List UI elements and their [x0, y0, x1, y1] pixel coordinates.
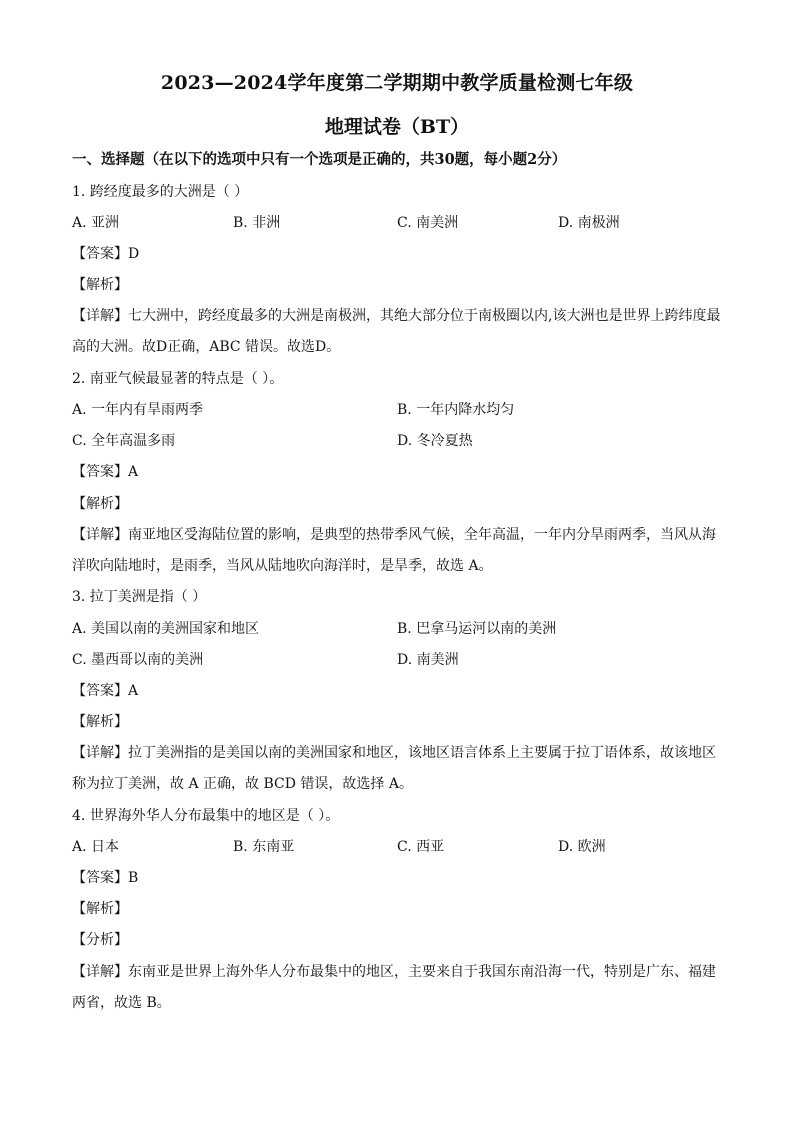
- option-c: C. 全年高温多雨: [72, 433, 176, 449]
- option-d: D. 冬冷夏热: [397, 433, 473, 449]
- option-a: A. 美国以南的美洲国家和地区: [72, 621, 260, 637]
- option-b: B. 巴拿马运河以南的美洲: [397, 621, 557, 637]
- option-a: A. 日本: [72, 839, 120, 855]
- detail-text: 【详解】七大洲中，跨经度最多的大洲是南极洲，其绝大部分位于南极圈以内,该大洲也是世界上跨纬度最: [72, 308, 721, 324]
- analysis-label: 【解析】: [72, 277, 128, 293]
- detail-text: 【详解】东南亚是世界上海外华人分布最集中的地区，主要来自于我国东南沿海一代，特别是广东、福建: [72, 964, 716, 980]
- detail-text: 【详解】拉丁美洲指的是美国以南的美洲国家和地区，该地区语言体系上主要属于拉丁语体系，故该地区: [72, 745, 716, 761]
- detail-text: 两省，故选 B。: [72, 995, 171, 1011]
- option-b: B. 东南亚: [233, 839, 295, 855]
- answer-label: 【答案】D: [72, 246, 140, 262]
- exam-title: 2023—2024学年度第二学期期中教学质量检测七年级: [160, 72, 634, 94]
- detail-text: 高的大洲。故D正确，ABC 错误。故选D。: [72, 339, 341, 355]
- answer-label: 【答案】A: [72, 464, 139, 480]
- option-d: D. 欧洲: [558, 839, 606, 855]
- question-stem: 2. 南亚气候最显著的特点是（ ）。: [72, 371, 284, 387]
- question-stem: 4. 世界海外华人分布最集中的地区是（ ）。: [72, 808, 340, 824]
- detail-text: 称为拉丁美洲，故 A 正确，故 BCD 错误，故选择 A。: [72, 776, 413, 792]
- analysis-label: 【解析】: [72, 901, 128, 917]
- detail-text: 洋吹向陆地时，是雨季，当风从陆地吹向海洋时，是旱季，故选 A。: [72, 558, 493, 574]
- option-c: C. 南美洲: [397, 215, 459, 231]
- answer-label: 【答案】B: [72, 870, 139, 886]
- option-c: C. 墨西哥以南的美洲: [72, 652, 204, 668]
- exam-subtitle: 地理试卷（BT）: [324, 116, 470, 138]
- option-d: D. 南美洲: [397, 652, 459, 668]
- question-stem: 3. 拉丁美洲是指（ ）: [72, 589, 207, 605]
- option-a: A. 亚洲: [72, 215, 120, 231]
- analysis-label: 【解析】: [72, 714, 128, 730]
- detail-text: 【详解】南亚地区受海陆位置的影响，是典型的热带季风气候，全年高温，一年内分旱雨两季，当风从海: [72, 527, 716, 543]
- option-c: C. 西亚: [397, 839, 445, 855]
- answer-label: 【答案】A: [72, 683, 139, 699]
- section-heading: 一、选择题（在以下的选项中只有一个选项是正确的，共30题，每小题2分）: [72, 151, 567, 168]
- fenxi-label: 【分析】: [72, 932, 128, 948]
- option-b: B. 一年内降水均匀: [397, 402, 515, 418]
- analysis-label: 【解析】: [72, 496, 128, 512]
- option-a: A. 一年内有旱雨两季: [72, 402, 204, 418]
- question-stem: 1. 跨经度最多的大洲是（ ）: [72, 184, 249, 200]
- option-d: D. 南极洲: [558, 215, 620, 231]
- option-b: B. 非洲: [233, 215, 281, 231]
